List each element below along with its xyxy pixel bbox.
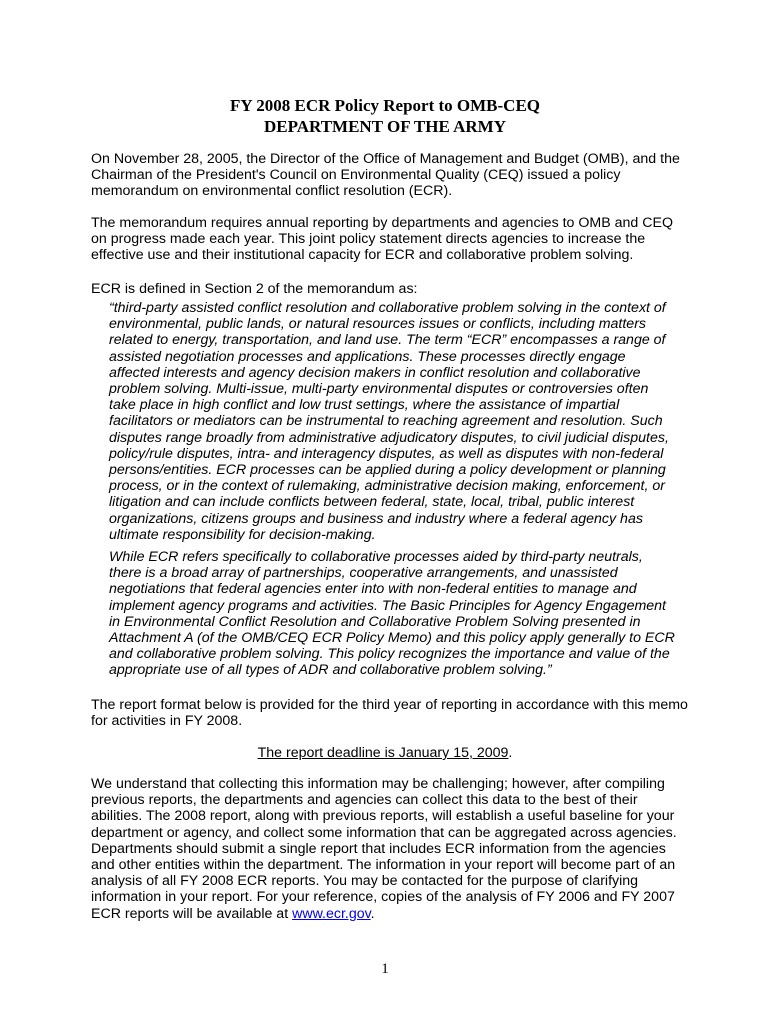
ecr-definition-quote: “third-party assisted conflict resolution and collaborative problem solving in the context of environmental, public lands, or natural resources issues or conflicts, including matters related to energy, transportation, and land use. The term “ECR” encompasses a range of assisted negotiation processes and applications. These processes directly engage affected interests and agency decision makers in conflict resolution and collaborative problem solving. Multi-issue, multi-party environmental disputes or controversies often take place in high conflict and low trust settings, where the assistance of impartial facilitators or mediators can be instrumental to reaching agreement and resolution. Such disputes range broadly from administrative adjudicatory disputes, to civil judicial disputes, policy/rule disputes, intra- and interagency disputes, as well as disputes with non-federal persons/entities. ECR processes can be applied during a policy development or planning process, or in the context of rulemaking, administrative decision making, enforcement, or litigation and can include conflicts between federal, state, local, tribal, public interest organizations, citizens groups and business and industry where a federal agency has ultimate responsibility for decision-making. [109, 300, 669, 543]
ecr-gov-link[interactable]: www.ecr.gov [292, 905, 371, 922]
document-title: FY 2008 ECR Policy Report to OMB-CEQ [229, 96, 541, 115]
reporting-paragraph: The memorandum requires annual reporting by departments and agencies to OMB and CEQ on progress made each year. This joint policy statement directs agencies to increase the effective use and their institutional capacity for ECR and collaborative problem solving. [91, 215, 673, 264]
document-subtitle: DEPARTMENT OF THE ARMY [264, 117, 506, 136]
collection-paragraph [91, 776, 691, 922]
report-format-paragraph: The report format below is provided for the third year of reporting in accordance with this memo for activities in FY 2008. [91, 697, 688, 730]
ecr-scope-quote: While ECR refers specifically to collaborative processes aided by third-party neutrals, there is a broad array of partnerships, cooperative arrangements, and unassisted negotiations that federal agencies enter into with non-federal entities to manage and implement agency programs and activities. The Basic Principles for Agency Engagement in Environmental Conflict Resolution and Collaborative Problem Solving presented in Attachment A (of the OMB/CEQ ECR Policy Memo) and this policy apply generally to ECR and collaborative problem solving. This policy recognizes the importance and value of the appropriate use of all types of ADR and collaborative problem solving.” [109, 549, 675, 679]
definition-intro: ECR is defined in Section 2 of the memorandum as: [91, 281, 418, 297]
intro-paragraph: On November 28, 2005, the Director of the Office of Management and Budget (OMB), and the Chairman of the President's Council on Environmental Quality (CEQ) issued a policy memorandum on environmental conflict resolution (ECR). [91, 151, 680, 200]
deadline-period: . [508, 745, 513, 761]
collection-text: We understand that collecting this information may be challenging; however, after compiling previous reports, the departments and agencies can collect this data to the best of their abilities. The 2008 report, along with previous reports, will establish a useful baseline for your department or agency, and collect some information that can be aggregated across agencies. Departments should submit a single report that includes ECR information from the agencies and other entities within the department. The information in your report will become part of an analysis of all FY 2008 ECR reports. You may be contacted for the purpose of clarifying information in your report. For your reference, copies of the analysis of FY 2006 and FY 2007 ECR reports will be available at [91, 776, 677, 922]
collection-end: . [370, 905, 375, 922]
page-number: 1 [381, 961, 389, 977]
report-deadline [0, 745, 770, 761]
deadline-text: The report deadline is January 15, 2009 [257, 745, 509, 761]
